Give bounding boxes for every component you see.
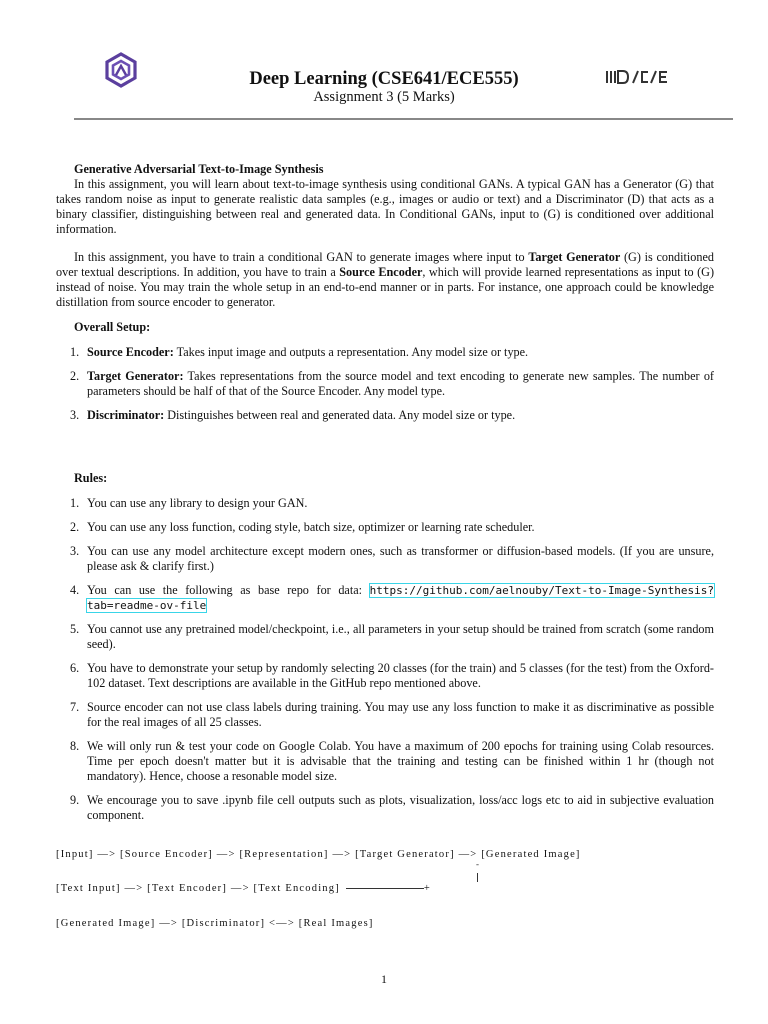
list-item: 1. You can use any library to design your GAN. bbox=[70, 496, 308, 510]
setup-list bbox=[56, 345, 714, 423]
task-paragraph: In this assignment, you have to train a conditional GAN to generate images where input to Target Generator (G) is conditioned over textual descriptions. In addition, you have to train a Source Encoder, which will provide learned representations as input to (G) instead of noise. You may train the whole setup in an end-to-end manner or in parts. For instance, one approach could be knowledge distillation from source encoder to generator. bbox=[56, 250, 715, 309]
list-item: 2. Target Generator: Takes representations from the source model and text encoding to generate new samples. The number of parameters should be half of that of the Source Encoder. Any model type. bbox=[70, 369, 714, 398]
rules-list bbox=[56, 496, 714, 823]
assignment-subtitle: Assignment 3 (5 Marks) bbox=[313, 89, 455, 105]
list-item: 1. Source Encoder: Takes input image and outputs a representation. Any model size or type. bbox=[70, 345, 529, 359]
list-item: 6. You have to demonstrate your setup by randomly selecting 20 classes (for the train) and 5 classes (for the test) from the Oxford-102 dataset. Text descriptions are available in the GitHub repo mentioned above. bbox=[70, 661, 714, 690]
page-number: 1 bbox=[381, 972, 387, 986]
github-repo-link[interactable]: https://github.com/aelnouby/Text-to-Image-Synthesis? bbox=[369, 584, 714, 597]
flow-line-encoder: [Input] —> [Source Encoder] —> [Representation] —> [Target Generator] —> [Generated Image] bbox=[56, 849, 581, 860]
list-item: 5. You cannot use any pretrained model/checkpoint, i.e., all parameters in your setup should be trained from scratch (some random seed). bbox=[70, 622, 714, 651]
section-title: Generative Adversarial Text-to-Image Synthesis bbox=[74, 162, 324, 176]
header-divider bbox=[74, 118, 733, 120]
course-title: Deep Learning (CSE641/ECE555) bbox=[249, 69, 519, 89]
list-item: 2. You can use any loss function, coding style, batch size, optimizer or learning rate scheduler. bbox=[70, 520, 535, 534]
list-item: 8. We will only run & test your code on Google Colab. You have a maximum of 200 epochs for training using Colab resources. Time per epoch doesn't matter but it is advisable that the training and testing can be finished within 1 hr (though not mandatory). Hence, choose a resonable model size. bbox=[70, 739, 714, 783]
list-item: 3. Discriminator: Distinguishes between real and generated data. Any model size or type. bbox=[70, 408, 516, 422]
list-item: 7. Source encoder can not use class labels during training. You may use any loss function to make it as discriminative as possible for the real images of all 25 classes. bbox=[70, 700, 714, 729]
github-repo-link-cont[interactable]: tab=readme-ov-file bbox=[87, 599, 207, 612]
flow-line-text: [Text Input] —> [Text Encoder] —> [Text Encoding] + bbox=[56, 883, 432, 894]
setup-title: Overall Setup: bbox=[74, 320, 151, 334]
flow-tick: - bbox=[476, 859, 479, 869]
list-item: 3. You can use any model architecture except modern ones, such as transformer or diffusion-based models. (If you are unsure, please ask & clarify first.) bbox=[70, 544, 714, 573]
flow-line-discriminator: [Generated Image] —> [Discriminator] <—> [Real Images] bbox=[56, 918, 374, 929]
rules-title: Rules: bbox=[74, 471, 108, 485]
flow-connector bbox=[477, 873, 478, 882]
intro-paragraph: In this assignment, you will learn about text-to-image synthesis using conditional GANs. A typical GAN has a Generator (G) that takes random noise as input to generate realistic data samples (e.g., images or audio or text) and a Discriminator (D) that acts as a binary classifier, distinguishing between real and generated data. In Conditional GANs, input to (G) is conditioned over additional information. bbox=[56, 177, 714, 236]
document-body bbox=[56, 162, 714, 832]
list-item: 4. You can use the following as base repo for data: https://github.com/aelnouby/Text-to-Image-Synthesis? tab=readme-ov-file bbox=[70, 583, 714, 612]
list-item: 9. We encourage you to save .ipynb file cell outputs such as plots, visualization, loss/acc logs etc to aid in subjective evaluation component. bbox=[70, 793, 714, 822]
iiitd-cse-logo-icon bbox=[606, 70, 668, 84]
flow-connector-line bbox=[346, 888, 424, 889]
